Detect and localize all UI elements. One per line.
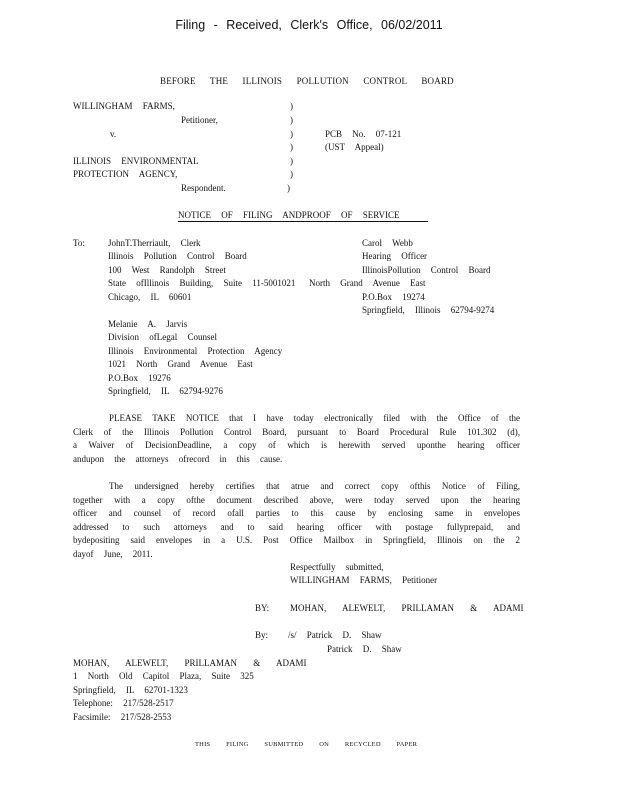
caption-paren: ) xyxy=(290,169,293,179)
caption-paren: ) xyxy=(290,156,293,166)
case-type: (UST Appeal) xyxy=(325,142,384,152)
signature-closing: Respectfully submitted, xyxy=(290,562,384,572)
filing-stamp-header: Filing - Received, Clerk's Office, 06/02/2011 xyxy=(175,18,443,32)
firm-block-line: 1 North Old Capitol Plaza, Suite 325 xyxy=(73,671,254,681)
recipient-clerk-line: 100 West Randolph Street xyxy=(108,265,226,275)
recipient-agency-line: Melanie A. Jarvis xyxy=(108,319,188,329)
recipient-hearing-officer-line: Carol Webb xyxy=(362,238,413,248)
firm-block-line: Facsimile: 217/528-2553 xyxy=(73,712,172,722)
caption-paren: ) xyxy=(290,101,293,111)
recipient-clerk-line: Illinois Pollution Control Board xyxy=(108,251,247,261)
electronic-signature: /s/ Patrick D. Shaw xyxy=(288,630,382,640)
petitioner-name: WILLINGHAM FARMS, xyxy=(73,101,175,111)
signature-client: WILLINGHAM FARMS, Petitioner xyxy=(290,575,438,585)
recipient-hearing-officer-line: P.O.Box 19274 xyxy=(362,292,425,302)
caption-paren: ) xyxy=(287,183,290,193)
recipient-agency-line: P.O.Box 19276 xyxy=(108,373,171,383)
firm-block-line: MOHAN, ALEWELT, PRILLAMAN & ADAMI xyxy=(73,658,307,668)
firm-block-line: Telephone: 217/528-2517 xyxy=(73,698,174,708)
recipient-clerk-line-tail: North Grand Avenue East xyxy=(309,278,426,288)
respondent-line-1: ILLINOIS ENVIRONMENTAL xyxy=(73,156,199,166)
recipient-agency-line: Division ofLegal Counsel xyxy=(108,332,217,342)
case-number: PCB No. 07-121 xyxy=(325,129,402,139)
respondent-role: Respondent. xyxy=(181,183,226,193)
recipient-clerk-line: JohnT.Therriault, Clerk xyxy=(108,238,201,248)
petitioner-role: Petitioner, xyxy=(181,115,218,125)
recipient-agency-line: Springfield, IL 62794-9276 xyxy=(108,386,223,396)
recipient-agency-line: Illinois Environmental Protection Agency xyxy=(108,346,283,356)
recipient-clerk-line: State ofIllinois Building, Suite 11-5001021 xyxy=(108,278,296,288)
notice-paragraph xyxy=(73,412,520,466)
document-title: NOTICE OF FILING ANDPROOF OF SERVICE xyxy=(178,210,428,222)
court-heading: BEFORE THE ILLINOIS POLLUTION CONTROL BOARD xyxy=(160,76,454,86)
caption-paren: ) xyxy=(290,142,293,152)
recipient-clerk-line: Chicago, IL 60601 xyxy=(108,292,192,302)
respondent-line-2: PROTECTION AGENCY, xyxy=(73,169,178,179)
recipient-agency-line: 1021 North Grand Avenue East xyxy=(108,359,253,369)
recipient-hearing-officer-line: Springfield, Illinois 62794-9274 xyxy=(362,305,495,315)
versus: v. xyxy=(110,129,117,139)
to-label: To: xyxy=(73,238,85,248)
recipient-hearing-officer-line: Hearing Officer xyxy=(362,251,428,261)
caption-paren: ) xyxy=(290,129,293,139)
recycled-paper-footer: THIS FILING SUBMITTED ON RECYCLED PAPER xyxy=(195,741,418,748)
notice-text: PLEASE TAKE NOTICE that I have today electronically filed with the Office of the Clerk of the Illinois Pollution Control Board, pursuant to Board Procedural Rule 101.302 (d), a Waiver of DecisionDeadline, a copy of which is herewith served uponthe hearing officer andupon the attorneys ofrecord in this cause. xyxy=(73,413,520,464)
signature-by2-label: By: xyxy=(255,630,269,640)
signer-name: Patrick D. Shaw xyxy=(327,644,402,654)
certification-paragraph xyxy=(73,480,520,561)
signature-firm: MOHAN, ALEWELT, PRILLAMAN & ADAMI xyxy=(290,603,524,613)
signature-by-label: BY: xyxy=(255,603,270,613)
certification-text: The undersigned hereby certifies that atrue and correct copy ofthis Notice of Filing, together with a copy ofthe document described above, were today served upon the hearing officer and counsel of record ofall parties to this cause by enclosing same in envelopes addressed to such attorneys and to said hearing officer with postage fullyprepaid, and bydepositing said envelopes in a U.S. Post Office Mailbox in Springfield, Illinois on the 2 dayof June, 2011. xyxy=(73,481,520,559)
caption-paren: ) xyxy=(290,115,293,125)
firm-block-line: Springfield, IL 62701-1323 xyxy=(73,685,188,695)
recipient-hearing-officer-line: IllinoisPollution Control Board xyxy=(362,265,491,275)
